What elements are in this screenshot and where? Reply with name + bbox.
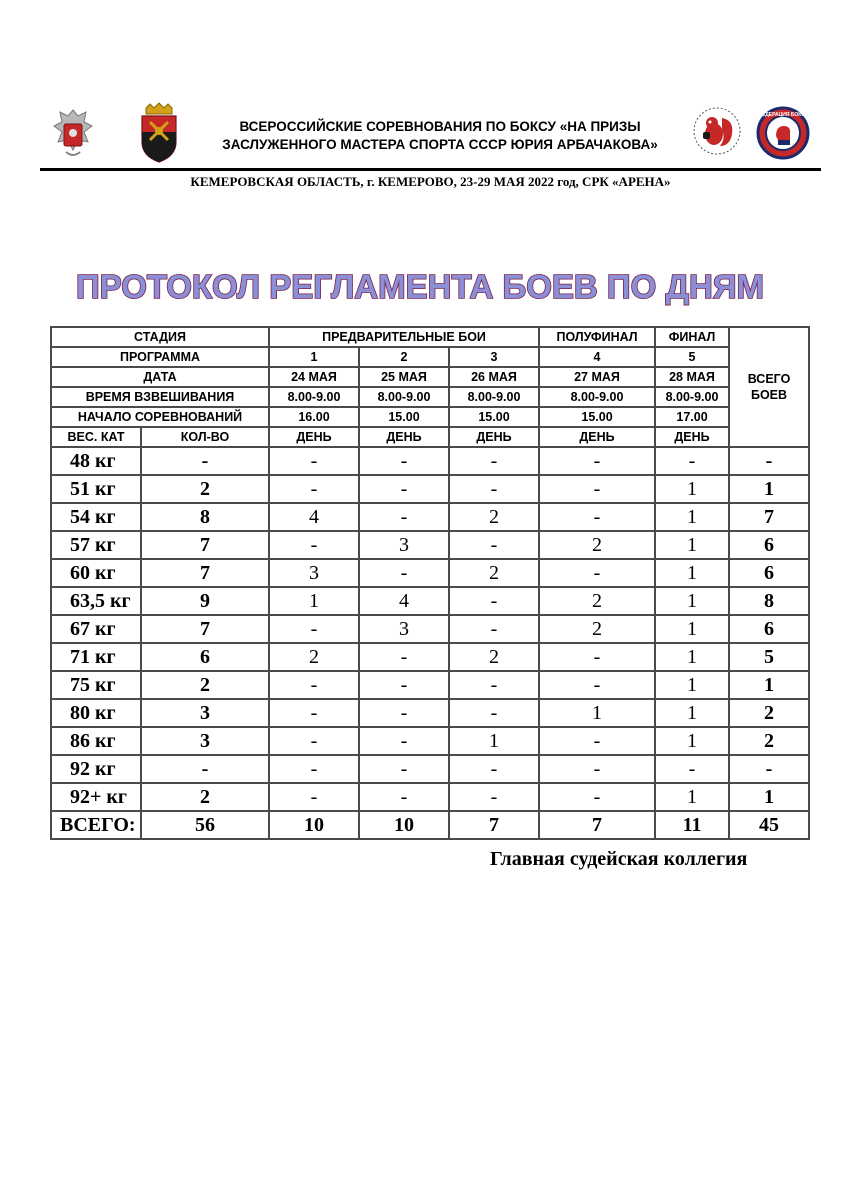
start-time-label: НАЧАЛО СОРЕВНОВАНИЙ <box>51 407 269 427</box>
totals-day: 7 <box>539 811 655 839</box>
row-total: 1 <box>729 475 809 503</box>
weight-category: 57 кг <box>51 531 141 559</box>
day-header: ДЕНЬ <box>539 427 655 447</box>
day-fights: - <box>359 559 449 587</box>
date-cell: 28 МАЯ <box>655 367 729 387</box>
day-fights: - <box>359 503 449 531</box>
count-header: КОЛ-ВО <box>141 427 269 447</box>
program-cell: 1 <box>269 347 359 367</box>
weight-category: 71 кг <box>51 643 141 671</box>
weigh-in-cell: 8.00-9.00 <box>539 387 655 407</box>
row-total: 2 <box>729 727 809 755</box>
day-fights: - <box>269 755 359 783</box>
day-fights: - <box>359 475 449 503</box>
day-fights: 1 <box>655 643 729 671</box>
participant-count: 2 <box>141 475 269 503</box>
totals-day: 10 <box>359 811 449 839</box>
day-fights: 1 <box>655 671 729 699</box>
day-header: ДЕНЬ <box>655 427 729 447</box>
table-row <box>51 727 809 755</box>
table-row <box>51 615 809 643</box>
start-time-cell: 15.00 <box>359 407 449 427</box>
weigh-in-cell: 8.00-9.00 <box>269 387 359 407</box>
table-row <box>51 447 809 475</box>
event-location-line: КЕМЕРОВСКАЯ ОБЛАСТЬ, г. КЕМЕРОВО, 23-29 МАЯ 2022 год, СРК «АРЕНА» <box>190 174 671 189</box>
competition-title-line1: ВСЕРОССИЙСКИЕ СОРЕВНОВАНИЯ ПО БОКСУ «НА ПРИЗЫ <box>239 119 641 134</box>
day-fights: - <box>359 727 449 755</box>
day-fights: 1 <box>655 559 729 587</box>
weight-category: 80 кг <box>51 699 141 727</box>
weight-category-header: ВЕС. КАТ <box>51 427 141 447</box>
row-total: 6 <box>729 615 809 643</box>
day-fights: 1 <box>655 503 729 531</box>
day-fights: - <box>359 755 449 783</box>
day-fights: - <box>269 475 359 503</box>
totals-count: 56 <box>141 811 269 839</box>
day-fights: 3 <box>269 559 359 587</box>
day-fights: - <box>539 503 655 531</box>
day-fights: - <box>539 475 655 503</box>
day-fights: - <box>449 755 539 783</box>
program-cell: 4 <box>539 347 655 367</box>
totals-day: 11 <box>655 811 729 839</box>
day-fights: 1 <box>449 727 539 755</box>
date-label: ДАТА <box>51 367 269 387</box>
program-label: ПРОГРАММА <box>51 347 269 367</box>
weigh-in-cell: 8.00-9.00 <box>359 387 449 407</box>
weight-category: 63,5 кг <box>51 587 141 615</box>
stage-row <box>51 327 809 347</box>
participant-count: - <box>141 755 269 783</box>
table-row <box>51 531 809 559</box>
day-fights: 4 <box>359 587 449 615</box>
column-header-row <box>51 427 809 447</box>
weigh-in-cell: 8.00-9.00 <box>655 387 729 407</box>
day-fights: - <box>359 447 449 475</box>
day-fights: - <box>449 783 539 811</box>
stage-prelim: ПРЕДВАРИТЕЛЬНЫЕ БОИ <box>269 327 539 347</box>
day-fights: - <box>449 475 539 503</box>
day-fights: - <box>359 783 449 811</box>
row-total: 1 <box>729 671 809 699</box>
day-fights: - <box>539 559 655 587</box>
day-header: ДЕНЬ <box>269 427 359 447</box>
day-fights: - <box>449 531 539 559</box>
day-fights: 1 <box>655 615 729 643</box>
totals-label: ВСЕГО: <box>51 811 141 839</box>
squirrel-mascot-icon <box>692 106 742 156</box>
day-fights: 1 <box>655 699 729 727</box>
day-fights: - <box>449 587 539 615</box>
stage-semifinal: ПОЛУФИНАЛ <box>539 327 655 347</box>
start-time-cell: 16.00 <box>269 407 359 427</box>
day-fights: 2 <box>269 643 359 671</box>
start-time-cell: 15.00 <box>539 407 655 427</box>
day-fights: 1 <box>655 475 729 503</box>
day-header: ДЕНЬ <box>449 427 539 447</box>
date-cell: 25 МАЯ <box>359 367 449 387</box>
row-total: 7 <box>729 503 809 531</box>
day-fights: - <box>269 447 359 475</box>
weight-category: 75 кг <box>51 671 141 699</box>
weight-category: 54 кг <box>51 503 141 531</box>
weight-category: 92+ кг <box>51 783 141 811</box>
day-fights: - <box>449 699 539 727</box>
day-fights: 2 <box>449 559 539 587</box>
day-fights: - <box>539 447 655 475</box>
day-fights: 3 <box>359 615 449 643</box>
weight-category: 60 кг <box>51 559 141 587</box>
federation-logo-text: ФЕДЕРАЦИЯ БОКСА <box>757 112 809 118</box>
row-total: 6 <box>729 531 809 559</box>
day-header: ДЕНЬ <box>359 427 449 447</box>
chief-referee-board: Главная судейская коллегия <box>490 848 748 870</box>
day-fights: - <box>449 671 539 699</box>
protocol-title-text: ПРОТОКОЛ РЕГЛАМЕНТА БОЕВ ПО ДНЯМ <box>75 268 765 305</box>
program-row <box>51 347 809 367</box>
participant-count: 9 <box>141 587 269 615</box>
weigh-in-row <box>51 387 809 407</box>
day-fights: - <box>449 447 539 475</box>
table-row <box>51 503 809 531</box>
day-fights: - <box>655 447 729 475</box>
totals-all: 45 <box>729 811 809 839</box>
day-fights: - <box>269 615 359 643</box>
program-cell: 3 <box>449 347 539 367</box>
day-fights: 2 <box>449 643 539 671</box>
day-fights: - <box>539 643 655 671</box>
weight-category: 92 кг <box>51 755 141 783</box>
row-total: 5 <box>729 643 809 671</box>
fights-schedule-table <box>50 326 810 840</box>
competition-title-line2: ЗАСЛУЖЕННОГО МАСТЕРА СПОРТА СССР ЮРИЯ АРБАЧАКОВА» <box>222 137 658 152</box>
date-row <box>51 367 809 387</box>
table-row <box>51 755 809 783</box>
weight-category: 51 кг <box>51 475 141 503</box>
participant-count: 2 <box>141 783 269 811</box>
day-fights: 1 <box>269 587 359 615</box>
header-divider <box>40 168 821 171</box>
boxing-federation-icon <box>756 106 810 160</box>
kuzbass-coat-of-arms-icon <box>136 102 182 164</box>
day-fights: - <box>539 727 655 755</box>
totals-day: 10 <box>269 811 359 839</box>
row-total: 6 <box>729 559 809 587</box>
weight-category: 67 кг <box>51 615 141 643</box>
weight-category: 48 кг <box>51 447 141 475</box>
row-total: 2 <box>729 699 809 727</box>
stage-final: ФИНАЛ <box>655 327 729 347</box>
day-fights: - <box>269 699 359 727</box>
table-row <box>51 671 809 699</box>
competition-title <box>220 118 660 154</box>
table-row <box>51 559 809 587</box>
participant-count: 7 <box>141 531 269 559</box>
row-total: - <box>729 755 809 783</box>
start-time-row <box>51 407 809 427</box>
program-cell: 2 <box>359 347 449 367</box>
totals-day: 7 <box>449 811 539 839</box>
day-fights: 1 <box>655 587 729 615</box>
day-fights: - <box>449 615 539 643</box>
day-fights: 1 <box>655 531 729 559</box>
table-row <box>51 475 809 503</box>
table-row <box>51 699 809 727</box>
day-fights: - <box>269 727 359 755</box>
day-fights: - <box>269 531 359 559</box>
day-fights: - <box>359 699 449 727</box>
start-time-cell: 17.00 <box>655 407 729 427</box>
table-row <box>51 643 809 671</box>
participant-count: 2 <box>141 671 269 699</box>
day-fights: - <box>269 671 359 699</box>
weight-category: 86 кг <box>51 727 141 755</box>
day-fights: 2 <box>539 615 655 643</box>
day-fights: 1 <box>539 699 655 727</box>
document-header <box>40 100 820 172</box>
participant-count: 3 <box>141 727 269 755</box>
day-fights: - <box>539 671 655 699</box>
all-fights-line1: ВСЕГО <box>747 372 791 386</box>
day-fights: 2 <box>539 587 655 615</box>
row-total: 8 <box>729 587 809 615</box>
ministry-emblem-icon <box>50 106 96 162</box>
start-time-cell: 15.00 <box>449 407 539 427</box>
date-cell: 24 МАЯ <box>269 367 359 387</box>
participant-count: 7 <box>141 615 269 643</box>
weigh-in-cell: 8.00-9.00 <box>449 387 539 407</box>
date-cell: 26 МАЯ <box>449 367 539 387</box>
row-total: - <box>729 447 809 475</box>
table-row <box>51 783 809 811</box>
participant-count: 7 <box>141 559 269 587</box>
date-cell: 27 МАЯ <box>539 367 655 387</box>
day-fights: - <box>655 755 729 783</box>
all-fights-line2: БОЕВ <box>750 388 788 402</box>
day-fights: 3 <box>359 531 449 559</box>
all-fights-header <box>729 327 809 447</box>
totals-row <box>51 811 809 839</box>
day-fights: - <box>359 671 449 699</box>
program-cell: 5 <box>655 347 729 367</box>
table-row <box>51 587 809 615</box>
day-fights: - <box>269 783 359 811</box>
weigh-in-label: ВРЕМЯ ВЗВЕШИВАНИЯ <box>51 387 269 407</box>
day-fights: - <box>539 783 655 811</box>
stage-label: СТАДИЯ <box>51 327 269 347</box>
participant-count: - <box>141 447 269 475</box>
participant-count: 3 <box>141 699 269 727</box>
participant-count: 8 <box>141 503 269 531</box>
day-fights: - <box>359 643 449 671</box>
day-fights: 2 <box>449 503 539 531</box>
day-fights: 1 <box>655 727 729 755</box>
day-fights: 1 <box>655 783 729 811</box>
day-fights: - <box>539 755 655 783</box>
participant-count: 6 <box>141 643 269 671</box>
row-total: 1 <box>729 783 809 811</box>
day-fights: 2 <box>539 531 655 559</box>
day-fights: 4 <box>269 503 359 531</box>
protocol-title <box>50 258 790 318</box>
weight-rows <box>51 447 809 811</box>
